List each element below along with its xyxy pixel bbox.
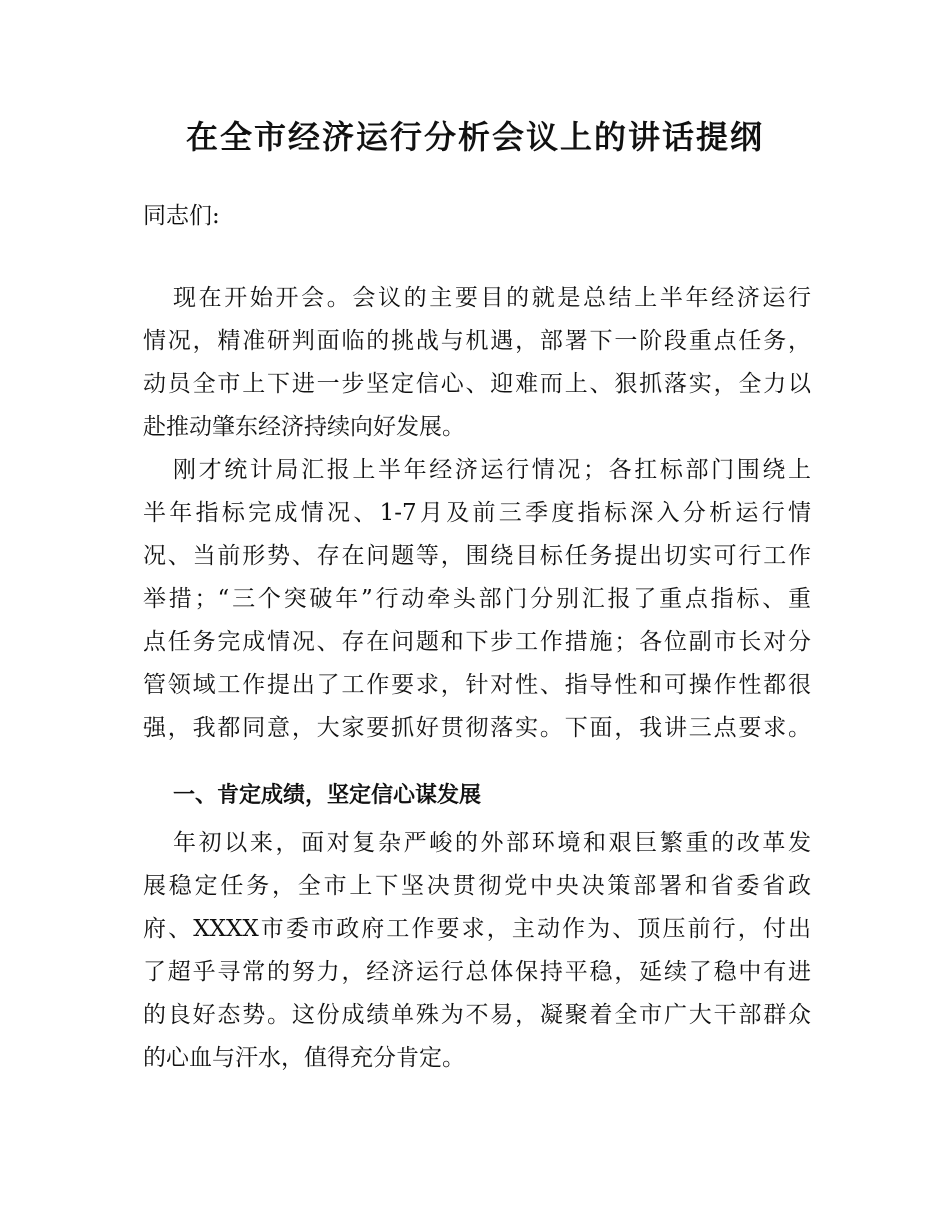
paragraph-line: 刚才统计局汇报上半年经济运行情况；各扛标部门围绕上	[173, 457, 811, 483]
paragraph-line: 点任务完成情况、存在问题和下步工作措施；各位副市长对分	[143, 629, 811, 655]
paragraph-line: 展稳定任务，全市上下坚决贯彻党中央决策部署和省委省政	[143, 873, 811, 899]
paragraph-line: 管领域工作提出了工作要求，针对性、指导性和可操作性都很	[143, 672, 811, 698]
paragraph-1	[143, 277, 811, 449]
paragraph-2	[143, 449, 811, 750]
paragraph-line: 的心血与汗水，值得充分肯定。	[143, 1045, 465, 1071]
paragraph-line: 强，我都同意，大家要抓好贯彻落实。下面，我讲三点要求。	[143, 715, 811, 741]
paragraph-line: 了超乎寻常的努力，经济运行总体保持平稳，延续了稳中有进	[143, 959, 811, 985]
paragraph-line: 情况，精准研判面临的挑战与机遇，部署下一阶段重点任务，	[143, 328, 811, 354]
paragraph-line: 现在开始开会。会议的主要目的就是总结上半年经济运行	[173, 285, 811, 311]
paragraph-line: 半年指标完成情况、1-7月及前三季度指标深入分析运行情	[143, 500, 811, 526]
paragraph-line: 赴推动肇东经济持续向好发展。	[143, 414, 465, 440]
paragraph-line: 举措；“三个突破年”行动牵头部门分别汇报了重点指标、重	[143, 586, 811, 612]
paragraph-line: 动员全市上下进一步坚定信心、迎难而上、狠抓落实，全力以	[143, 371, 811, 397]
paragraph-line: 府、XXXX市委市政府工作要求，主动作为、顶压前行，付出	[143, 916, 811, 942]
paragraph-line: 年初以来，面对复杂严峻的外部环境和艰巨繁重的改革发	[173, 830, 811, 856]
section-heading: 一、肯定成绩，坚定信心谋发展	[173, 783, 482, 808]
salutation-block	[143, 195, 811, 238]
section-1-paragraph	[143, 822, 811, 1080]
salutation: 同志们:	[143, 203, 220, 229]
document-title: 在全市经济运行分析会议上的讲话提纲	[185, 118, 764, 156]
paragraph-line: 况、当前形势、存在问题等，围绕目标任务提出切实可行工作	[143, 543, 811, 569]
section-1	[143, 774, 811, 817]
paragraph-line: 的良好态势。这份成绩单殊为不易，凝聚着全市广大干部群众	[143, 1002, 811, 1028]
